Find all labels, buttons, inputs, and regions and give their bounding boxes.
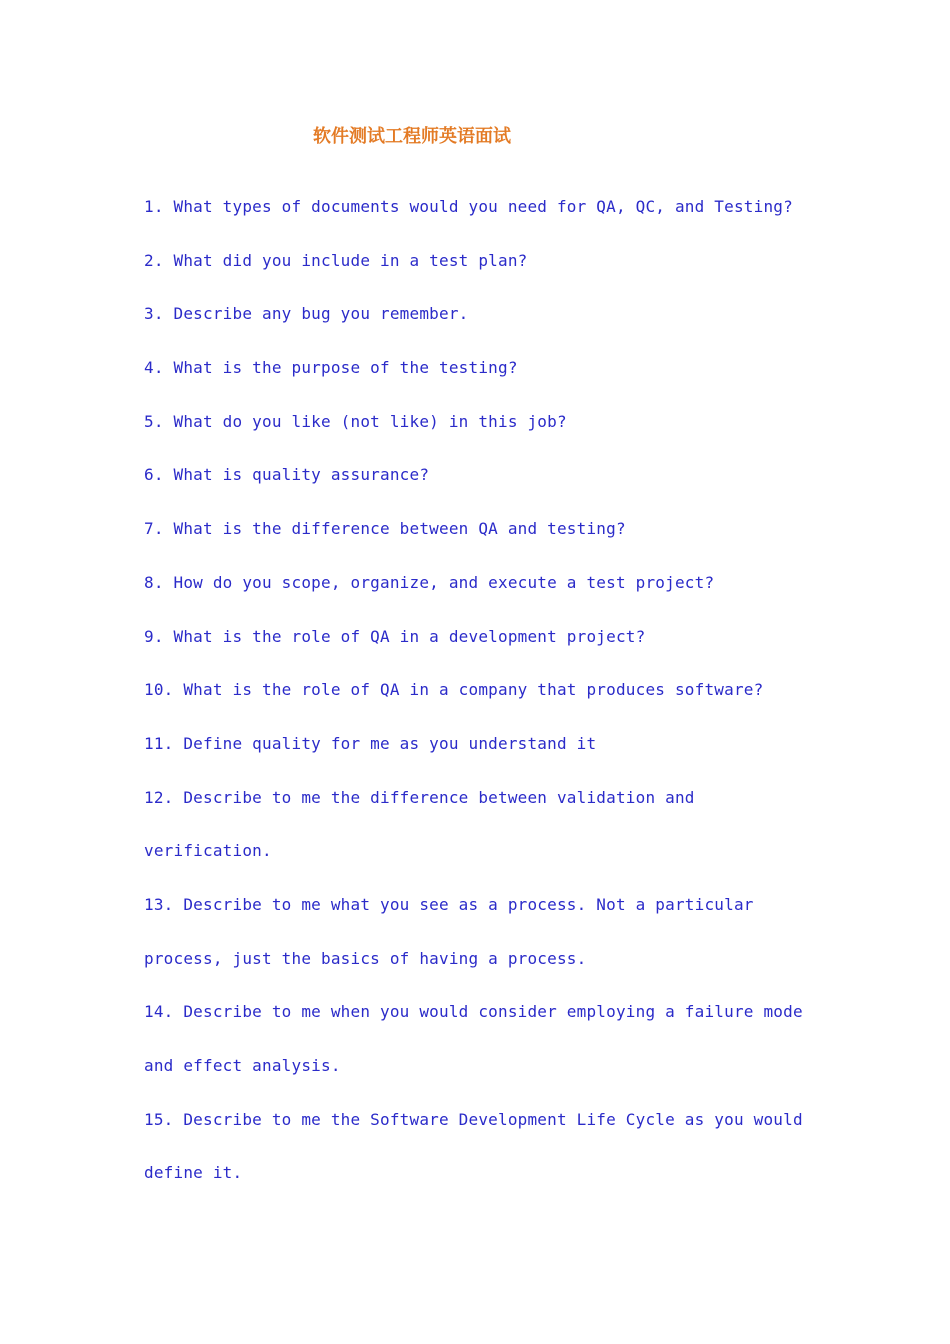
question-line: 13. Describe to me what you see as a process. Not a particular: [144, 894, 754, 914]
question-line: 7. What is the difference between QA and testing?: [144, 519, 626, 539]
question-line: 6. What is quality assurance?: [144, 465, 430, 485]
question-line: 11. Define quality for me as you understand it: [144, 733, 597, 753]
question-line: 8. How do you scope, organize, and execute a test project?: [144, 572, 715, 592]
question-line: 3. Describe any bug you remember.: [144, 304, 469, 324]
question-line: 12. Describe to me the difference between validation and: [144, 787, 695, 807]
question-line: 1. What types of documents would you need for QA, QC, and Testing?: [144, 197, 793, 216]
question-line-continuation: define it.: [144, 1163, 243, 1183]
question-line: 14. Describe to me when you would consider employing a failure mode: [144, 1002, 803, 1022]
document-title: 软件测试工程师英语面试: [313, 126, 511, 147]
question-line-continuation: and effect analysis.: [144, 1056, 341, 1075]
question-line: 2. What did you include in a test plan?: [144, 250, 528, 270]
question-line: 15. Describe to me the Software Development Life Cycle as you would: [144, 1109, 803, 1129]
question-line-continuation: process, just the basics of having a process.: [144, 948, 587, 968]
question-list: [144, 180, 804, 1200]
question-line: 10. What is the role of QA in a company that produces software?: [144, 680, 764, 700]
question-line: 5. What do you like (not like) in this job?: [144, 411, 567, 431]
question-line: 9. What is the role of QA in a development project?: [144, 626, 646, 646]
question-line: 4. What is the purpose of the testing?: [144, 358, 518, 378]
question-line-continuation: verification.: [144, 841, 272, 861]
